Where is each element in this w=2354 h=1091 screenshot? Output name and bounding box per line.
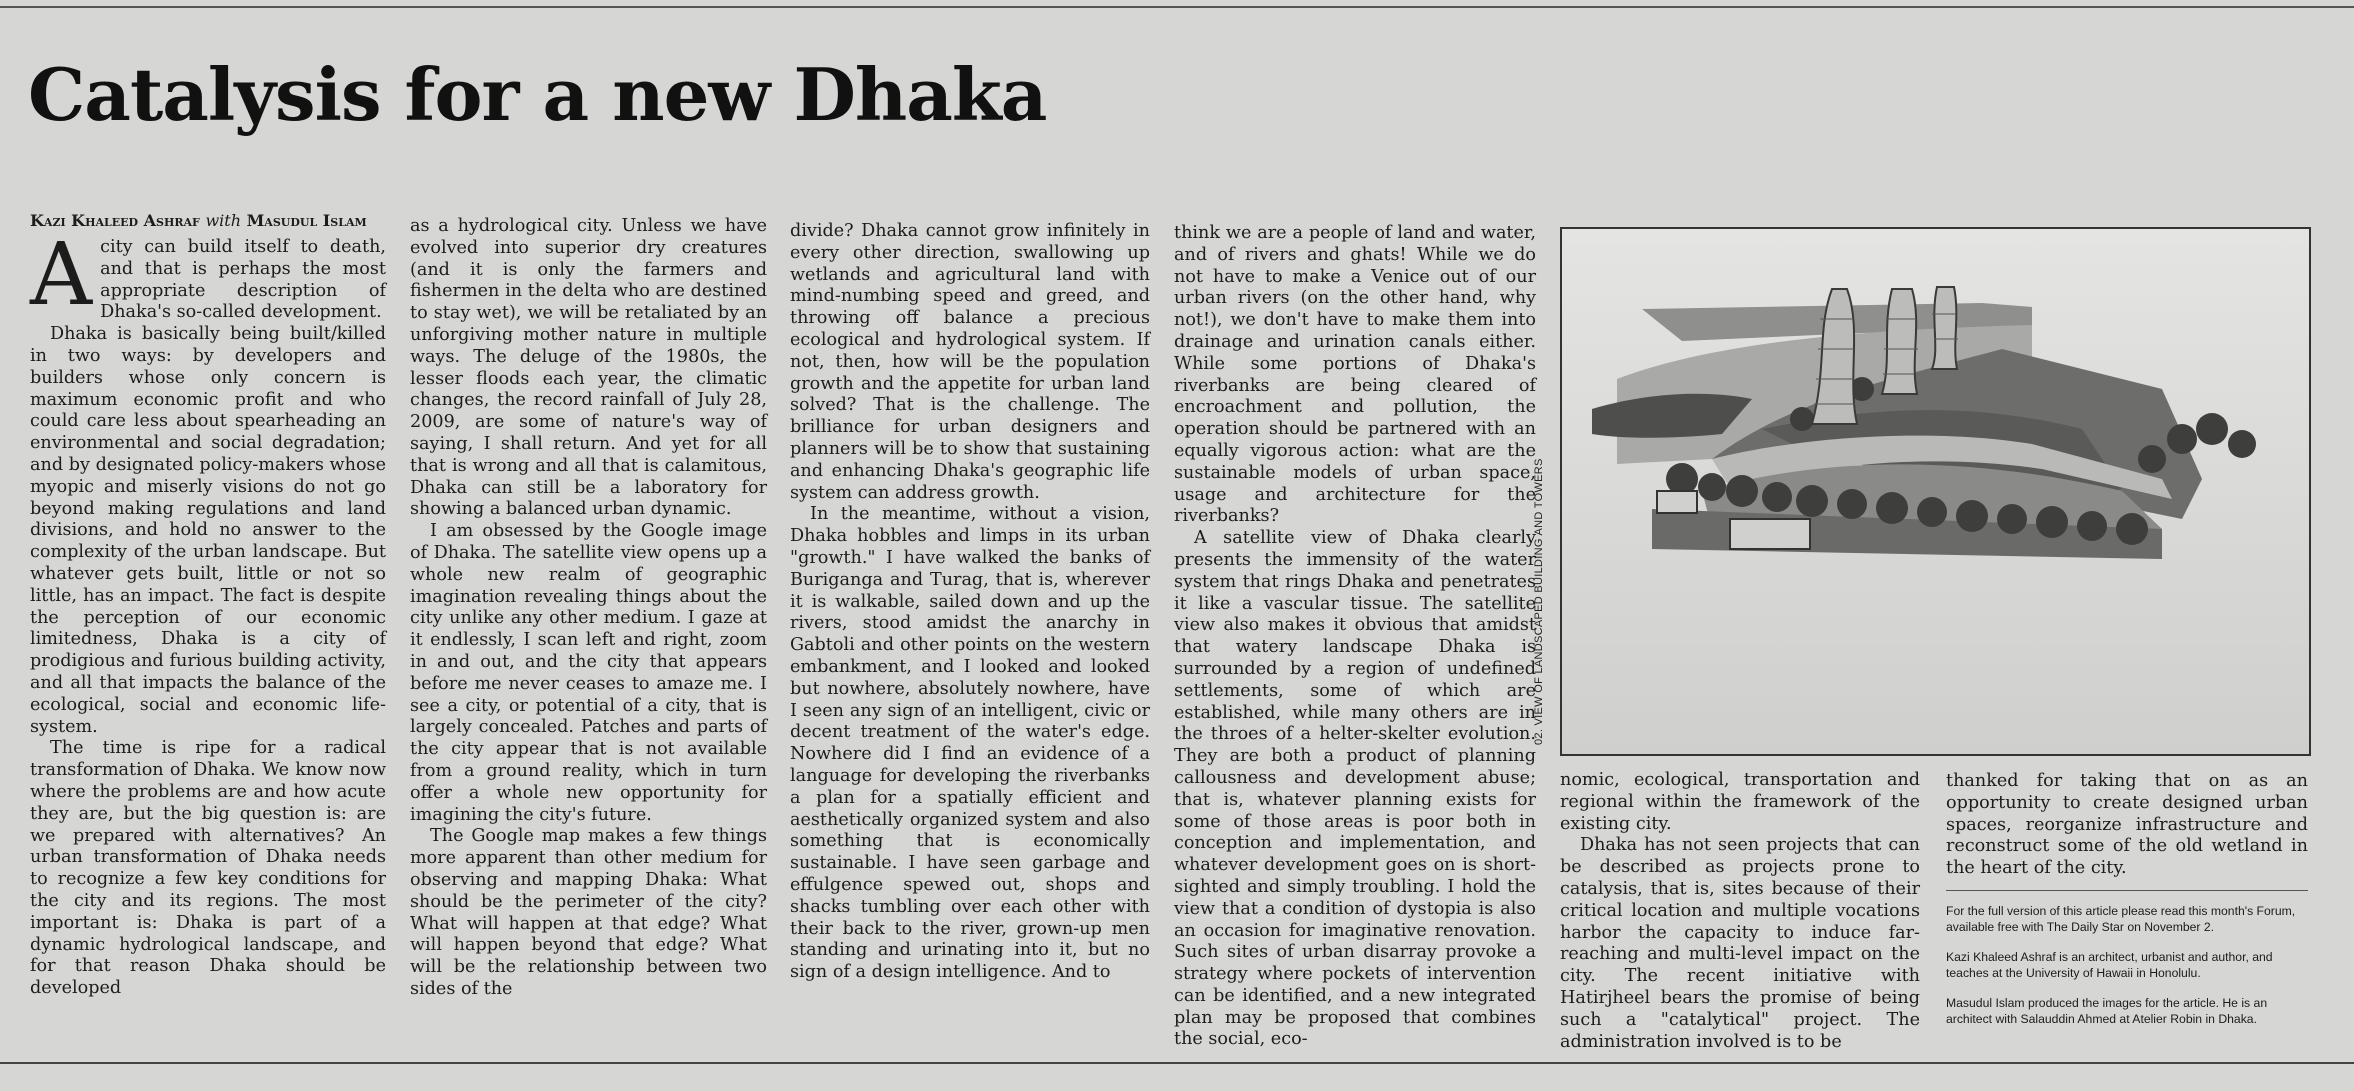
paragraph: A satellite view of Dhaka clearly presents the immensity of the water system that rings Dhaka and penetrates it like a vascular tissue. The satellite view also makes it obvious that amidst that watery landscape Dhaka is surrounded by a region of undefined settlements, some of which are established, while many others are in the throes of a helter-skelter evolution. They are both a product of planning callousness and development abuse; that is, whatever planning exists for some of those areas is poor both in conception and implementation, and whatever development goes on is short-sighted and simply troubling. I hold the view that a condition of dystopia is also an occasion for imaginative renovation. Such sites of urban disarray provoke a strategy where pockets of intervention can be identified, and a new integrated plan may be proposed that combines the social, eco-: [1174, 528, 1536, 1050]
paragraph: The Google map makes a few things more apparent than other medium for observing and mapping Dhaka: What should be the perimeter of the city? What will happen at that edge? What will happen beyond that edge? What will be the relationship between two sides of the: [410, 826, 767, 999]
top-rule: [0, 6, 2354, 8]
paragraph: think we are a people of land and water, and of rivers and ghats! While we do not have to make a Venice out of our urban rivers (on the other hand, why not!), we don't have to make them into drainage and urination canals either. While some portions of Dhaka's riverbanks are being cleared of encroachment and pollution, the operation should be partnered with an equally vigorous action: what are the sustainable models of urban space, usage and architecture for the riverbanks?: [1174, 223, 1536, 527]
column-6: [1946, 771, 2308, 1041]
author-note: For the full version of this article please read this month's Forum, available free with The Daily Star on November 2.: [1946, 903, 2296, 934]
landscape-illustration: [1562, 229, 2309, 754]
figure-rendering: [1560, 227, 2311, 756]
byline-with: with: [205, 211, 241, 230]
byline-author-2: Masudul Islam: [246, 211, 367, 230]
headline: Catalysis for a new Dhaka: [28, 52, 1047, 137]
paragraph: Dhaka has not seen projects that can be described as projects prone to catalysis, that is, sites because of their critical location and multiple vocations harbor the capacity to induce far-reaching and multi-level impact on the city. The recent initiative with Hatirjheel bears the promise of being such a "catalytical" project. The administration involved is to be: [1560, 835, 1920, 1052]
column-1: [30, 212, 386, 1000]
figure-credit: 02. VIEW OF LANDSCAPED BUILDING AND TOWERS: [1533, 458, 1545, 745]
column-5: [1560, 770, 1920, 1053]
paragraph: In the meantime, without a vision, Dhaka hobbles and limps in its urban "growth." I have walked the banks of Buriganga and Turag, that is, wherever it is walkable, sailed down and up the rivers, stood amidst the anarchy in Gabtoli and other points on the western embankment, and I looked and looked but nowhere, absolutely nowhere, have I seen any sign of an intelligent, civic or decent treatment of the water's edge. Nowhere did I find an evidence of a language for developing the riverbanks a plan for a spatially efficient and aesthetically organized system and also something that is economically sustainable. I have seen garbage and effulgence spewed out, shops and shacks tumbling over each other with their back to the river, grown-up men standing and urinating into it, but no sign of a design intelligence. And to: [790, 504, 1150, 983]
paragraph: nomic, ecological, transportation and regional within the framework of the existing city.: [1560, 770, 1920, 834]
drop-cap: A: [30, 225, 93, 325]
paragraph: Acity can build itself to death, and that is perhaps the most appropriate description of Dhaka's so-called development.: [30, 225, 386, 325]
paragraph: Dhaka is basically being built/killed in two ways: by developers and builders whose only concern is maximum economic profit and who could care less about spearheading an environmental and social degradation; and by designated policy-makers whose myopic and miserly visions do not go beyond making regulations and land divisions, and hold no answer to the complexity of the urban landscape. But whatever gets built, little or not so little, has an impact. The fact is despite the perception of our economic limitedness, Dhaka is a city of prodigious and furious building activity, and all that impacts the balance of the ecological, social and economic life-system.: [30, 324, 386, 737]
column-4: [1174, 223, 1536, 1051]
paragraph: as a hydrological city. Unless we have evolved into superior dry creatures (and it is only the farmers and fishermen in the delta who are destined to stay wet), we will be retaliated by an unforgiving mother nature in multiple ways. The deluge of the 1980s, the lesser floods each year, the climatic changes, the record rainfall of July 28, 2009, are some of nature's way of saying, I shall return. And yet for all that is wrong and all that is calamitous, Dhaka can still be a laboratory for showing a balanced urban dynamic.: [410, 216, 767, 520]
byline: [30, 212, 386, 229]
bottom-rule: [0, 1062, 2354, 1064]
paragraph: The time is ripe for a radical transformation of Dhaka. We know now where the problems are and how acute they are, but the big question is: are we prepared with alternatives? An urban transformation of Dhaka needs to recognize a few key conditions for the city and its regions. The most important is: Dhaka is part of a dynamic hydrological landscape, and for that reason Dhaka should be developed: [30, 738, 386, 999]
column-2: [410, 216, 767, 1001]
paragraph: I am obsessed by the Google image of Dhaka. The satellite view opens up a whole new realm of geographic imagination revealing things about the city unlike any other medium. I gaze at it endlessly, I scan left and right, zoom in and out, and the city that appears before me never ceases to amaze me. I see a city, or potential of a city, that is largely concealed. Patches and parts of the city appear that is not available from a ground reality, which in turn offer a whole new opportunity for imagining the city's future.: [410, 521, 767, 825]
paragraph: thanked for taking that on as an opportunity to create designed urban spaces, reorganize infrastructure and reconstruct some of the old wetland in the heart of the city.: [1946, 771, 2308, 879]
column-3: [790, 221, 1150, 984]
paragraph: divide? Dhaka cannot grow infinitely in every other direction, swallowing up wetlands and agricultural land with mind-numbing speed and greed, and throwing off balance a precious ecological and hydrological system. If not, then, how will be the population growth and the appetite for urban land solved? That is the challenge. The brilliance for urban designers and planners will be to show that sustaining and enhancing Dhaka's geographic life system can address growth.: [790, 221, 1150, 503]
byline-author-1: Kazi Khaleed Ashraf: [30, 211, 200, 230]
author-note: Masudul Islam produced the images for the article. He is an architect with Salauddin Ahmed at Atelier Robin in Dhaka.: [1946, 995, 2268, 1026]
author-note: Kazi Khaleed Ashraf is an architect, urbanist and author, and teaches at the University of Hawaii in Honolulu.: [1946, 949, 2273, 980]
note-divider: [1946, 890, 2308, 891]
